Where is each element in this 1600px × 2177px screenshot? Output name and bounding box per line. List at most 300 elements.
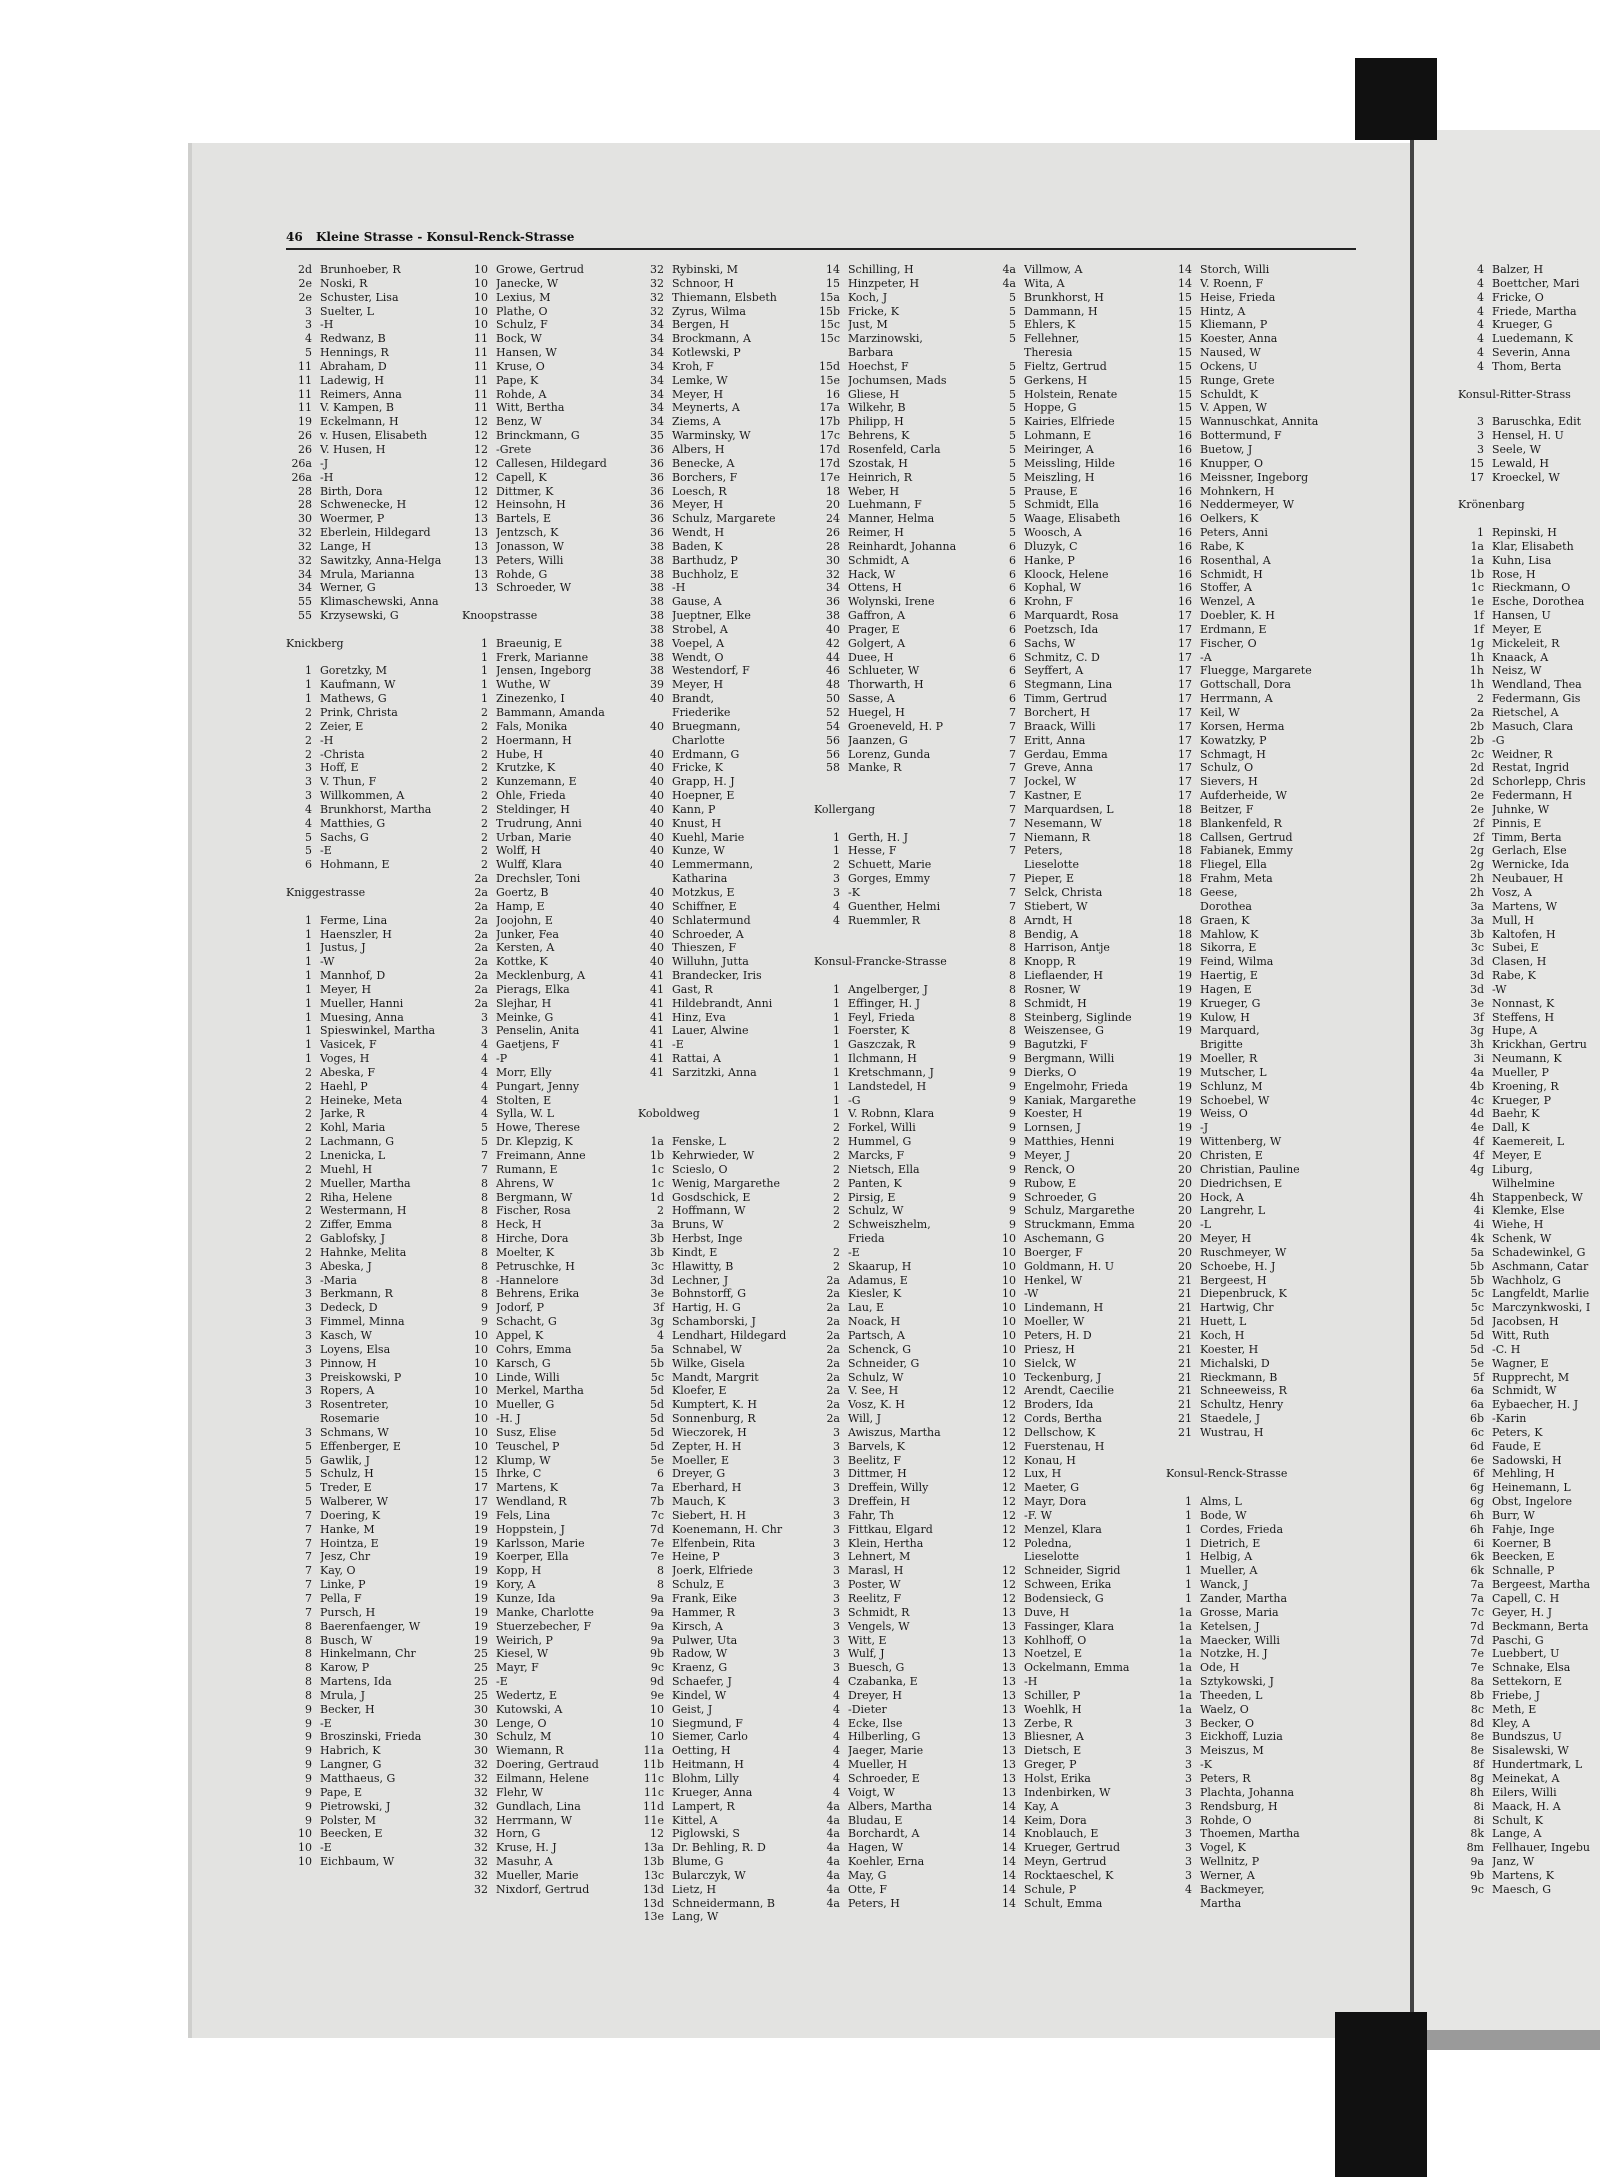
house-number: 1e (1470, 595, 1484, 609)
directory-entry (814, 1772, 990, 1786)
resident-name: Federmann, H (1492, 789, 1573, 803)
directory-entry (1458, 734, 1600, 748)
house-number: 2 (305, 1232, 312, 1246)
house-number: 19 (474, 1508, 488, 1522)
resident-name: Kohlhoff, O (1024, 1633, 1087, 1647)
resident-name: Brockmann, A (672, 332, 751, 346)
resident-name: Thoemen, Martha (1200, 1827, 1300, 1841)
resident-name: Muesing, Anna (320, 1010, 404, 1024)
resident-name: Schroeder, W (496, 581, 572, 595)
directory-entry (814, 1163, 990, 1177)
house-number: 9 (1009, 1121, 1016, 1135)
directory-entry (638, 1080, 814, 1094)
directory-entry (990, 1163, 1166, 1177)
resident-name (320, 623, 462, 637)
directory-entry (990, 1564, 1166, 1578)
house-number: 9a (650, 1592, 664, 1605)
house-number: 18 (1178, 941, 1192, 955)
directory-entry (814, 360, 990, 374)
house-number: 1 (305, 1010, 312, 1024)
directory-entry (1458, 817, 1600, 831)
house-number: 14 (1002, 1896, 1016, 1910)
resident-name: Rocktaeschel, K (1024, 1868, 1114, 1882)
resident-name: Schoebe, H. J (1200, 1259, 1276, 1273)
resident-name: -W (320, 955, 335, 969)
resident-name: Westendorf, F (672, 664, 750, 678)
house-number: 38 (650, 595, 664, 609)
house-number: 6 (1009, 664, 1016, 678)
directory-entry (638, 609, 814, 623)
directory-entry (814, 941, 990, 955)
directory-entry (462, 1066, 638, 1080)
directory-entry (990, 900, 1166, 914)
directory-entry (462, 817, 638, 831)
resident-name: Martens, K (1492, 1868, 1554, 1882)
directory-entry (814, 1897, 990, 1911)
house-number: 16 (1178, 595, 1192, 609)
directory-entry (462, 928, 638, 942)
resident-name: Meiszling, H (1024, 470, 1095, 484)
house-number: 14 (1002, 1827, 1016, 1841)
directory-entry (814, 1426, 990, 1440)
house-number: 4c (1470, 1093, 1484, 1107)
resident-name: -E (848, 1245, 860, 1259)
resident-name: Eybaecher, H. J (1492, 1398, 1579, 1412)
house-number: 5 (1009, 456, 1016, 470)
house-number: 2a (474, 941, 488, 955)
house-number: 1b (1469, 567, 1484, 581)
house-number: 13e (643, 1910, 664, 1924)
house-number: 38 (650, 581, 664, 595)
house-number: 10 (650, 1702, 664, 1716)
house-number: 3 (1477, 442, 1484, 456)
directory-entry (462, 1509, 638, 1523)
resident-name: Justus, J (320, 941, 366, 955)
house-number: 14 (1178, 276, 1192, 290)
resident-name: Hlawitty, B (672, 1259, 734, 1273)
house-number: 19 (474, 1633, 488, 1647)
house-number: 2h (1469, 872, 1484, 886)
resident-name (672, 1121, 814, 1135)
house-number: 4 (481, 1093, 488, 1107)
house-number: 1 (305, 982, 312, 996)
house-number: 3 (305, 318, 312, 332)
house-number: 19 (298, 415, 312, 429)
directory-entry (1458, 305, 1600, 319)
resident-name: Angelberger, J (848, 982, 928, 996)
house-number: 4e (1470, 1121, 1484, 1135)
house-number: 2 (657, 1204, 664, 1218)
house-number (638, 872, 672, 886)
directory-entry (462, 512, 638, 526)
directory-entry (1458, 1550, 1600, 1564)
resident-name: Suelter, L (320, 304, 374, 318)
resident-name: Eickhoff, Luzia (1200, 1730, 1283, 1744)
resident-name: Federmann, Gis (1492, 692, 1581, 706)
directory-entry (462, 1371, 638, 1385)
house-number: 10 (298, 1841, 312, 1855)
directory-entry (1166, 332, 1342, 346)
directory-entry (990, 706, 1166, 720)
resident-name: Susz, Elise (496, 1425, 557, 1439)
house-number: 15 (1178, 318, 1192, 332)
directory-entry (1166, 1661, 1342, 1675)
house-number: 40 (650, 885, 664, 899)
house-number: 1 (833, 1010, 840, 1024)
house-number: 3 (833, 1481, 840, 1495)
directory-entry (462, 1301, 638, 1315)
resident-name: Merkel, Martha (496, 1384, 584, 1398)
directory-entry (1458, 540, 1600, 554)
resident-name: Teuschel, P (496, 1439, 560, 1453)
house-number: 2e (1470, 802, 1484, 816)
resident-name: Burr, W (1492, 1508, 1535, 1522)
directory-entry (286, 374, 462, 388)
directory-entry (462, 941, 638, 955)
house-number: 3c (1470, 941, 1484, 955)
directory-entry (1166, 1786, 1342, 1800)
resident-name: Stiebert, W (1024, 899, 1088, 913)
resident-name: Schiffner, E (672, 899, 737, 913)
directory-entry (462, 748, 638, 762)
directory-entry (814, 512, 990, 526)
directory-entry (462, 969, 638, 983)
house-number: 12 (474, 429, 488, 443)
directory-entry (462, 1260, 638, 1274)
resident-name: Kersten, A (496, 941, 555, 955)
resident-name: Lemke, W (672, 373, 728, 387)
directory-entry (286, 1024, 462, 1038)
resident-name: Mandt, Margrit (672, 1370, 759, 1384)
house-number: 7 (305, 1508, 312, 1522)
resident-name: Jesz, Chr (320, 1550, 371, 1564)
directory-entry (1166, 1412, 1342, 1426)
directory-entry (286, 1011, 462, 1025)
resident-name: Goldmann, H. U (1024, 1259, 1114, 1273)
directory-entry (1458, 595, 1600, 609)
house-number: 1a (1178, 1688, 1192, 1702)
directory-entry (990, 1094, 1166, 1108)
resident-name: Fricke, K (848, 304, 899, 318)
directory-entry (1458, 374, 1600, 388)
house-number (814, 1232, 848, 1246)
house-number: 6 (1009, 622, 1016, 636)
resident-name: Knust, H (672, 816, 722, 830)
directory-column-5 (990, 263, 1166, 1910)
directory-entry (990, 388, 1166, 402)
house-number: 28 (298, 498, 312, 512)
house-number: 18 (1178, 816, 1192, 830)
directory-entry (286, 1717, 462, 1731)
house-number: 20 (1178, 1204, 1192, 1218)
directory-entry (1166, 360, 1342, 374)
directory-entry (990, 1246, 1166, 1260)
resident-name: Oelkers, K (1200, 512, 1259, 526)
resident-name: Brandt, (672, 692, 714, 706)
house-number: 9b (649, 1647, 664, 1661)
resident-name: Zepter, H. H (672, 1439, 742, 1453)
directory-entry (462, 305, 638, 319)
house-number: 19 (474, 1605, 488, 1619)
directory-entry (1458, 844, 1600, 858)
directory-entry (286, 1758, 462, 1772)
resident-name: Krzysewski, G (320, 609, 399, 623)
house-number: 2 (481, 816, 488, 830)
scan-edge-strip (1427, 2030, 1600, 2050)
resident-name: Severin, Anna (1492, 346, 1571, 360)
directory-entry (1458, 1024, 1600, 1038)
house-number: 21 (1178, 1342, 1192, 1356)
house-number: 2 (305, 1218, 312, 1232)
house-number: 19 (1178, 982, 1192, 996)
resident-name: Frerk, Marianne (496, 650, 589, 664)
house-number (1166, 1038, 1200, 1052)
directory-entry (814, 886, 990, 900)
directory-entry (990, 1675, 1166, 1689)
directory-entry (990, 526, 1166, 540)
resident-name: Manke, Charlotte (496, 1605, 594, 1619)
house-number (638, 1121, 672, 1135)
house-number: 40 (650, 913, 664, 927)
house-number (814, 817, 848, 831)
resident-name: Wagner, E (1492, 1356, 1549, 1370)
resident-name: Karow, P (320, 1661, 370, 1675)
resident-name: Luebbert, U (1492, 1647, 1560, 1661)
directory-entry (638, 1454, 814, 1468)
resident-name: Siemer, Carlo (672, 1730, 748, 1744)
house-number: 21 (1178, 1287, 1192, 1301)
house-number: 2 (833, 1245, 840, 1259)
resident-name: Priesz, H (1024, 1342, 1075, 1356)
house-number: 9 (305, 1799, 312, 1813)
directory-entry (462, 900, 638, 914)
resident-name: Werner, G (320, 581, 376, 595)
resident-name: Kirsch, A (672, 1619, 723, 1633)
resident-name: Jensen, Ingeborg (496, 664, 592, 678)
resident-name: Gaszczak, R (848, 1038, 916, 1052)
resident-name: -C. H (1492, 1342, 1521, 1356)
resident-name: Subei, E (1492, 941, 1539, 955)
house-number: 40 (650, 899, 664, 913)
directory-entry (1166, 651, 1342, 665)
house-number: 1a (1470, 553, 1484, 567)
directory-entry (1458, 1661, 1600, 1675)
house-number: 2b (1469, 733, 1484, 747)
house-number: 1a (650, 1135, 664, 1149)
house-number: 11d (642, 1799, 664, 1813)
directory-entry (1458, 1647, 1600, 1661)
resident-name: Hagen, W (848, 1841, 904, 1855)
house-number: 18 (1178, 872, 1192, 886)
directory-entry (1458, 941, 1600, 955)
resident-name: Schlatermund (672, 913, 751, 927)
directory-entry (990, 997, 1166, 1011)
resident-name: Moelter, K (496, 1245, 555, 1259)
resident-name: Rybinski, M (672, 263, 739, 276)
resident-name: Grosse, Maria (1200, 1605, 1279, 1619)
resident-name: Meyer, H (672, 387, 724, 401)
house-number: 5 (305, 1453, 312, 1467)
directory-entry (1166, 1814, 1342, 1828)
resident-name: Wilhelmine (1492, 1176, 1555, 1190)
house-number: 16 (1178, 498, 1192, 512)
house-number: 3a (1470, 899, 1484, 913)
street-heading: Knoopstrasse (462, 609, 538, 623)
resident-name: Mueller, P (1492, 1065, 1549, 1079)
house-number: 7e (1470, 1647, 1484, 1661)
directory-entry (1458, 457, 1600, 471)
resident-name: Feyl, Frieda (848, 1010, 915, 1024)
resident-name: Kruse, O (496, 359, 545, 373)
house-number: 5 (1009, 484, 1016, 498)
resident-name: Albers, H (672, 442, 725, 456)
house-number: 3 (1477, 415, 1484, 429)
house-number: 8k (1470, 1827, 1484, 1841)
house-number: 40 (650, 844, 664, 858)
house-number: 4f (1472, 1135, 1484, 1149)
resident-name: Strobel, A (672, 622, 728, 636)
house-number: 1 (833, 1093, 840, 1107)
resident-name: Heinsohn, H (496, 498, 566, 512)
house-number: 40 (650, 858, 664, 872)
resident-name: Kay, O (320, 1564, 356, 1578)
resident-name: Poetzsch, Ida (1024, 622, 1099, 636)
resident-name: Redwanz, B (320, 332, 386, 346)
directory-entry (814, 692, 990, 706)
resident-name: Koester, Anna (1200, 332, 1278, 346)
directory-entry (1166, 1011, 1342, 1025)
house-number: 19 (1178, 1065, 1192, 1079)
house-number: 3 (305, 1398, 312, 1412)
resident-name: Vogel, K (1200, 1841, 1246, 1855)
directory-entry (638, 941, 814, 955)
directory-entry (814, 277, 990, 291)
house-number: 8 (657, 1564, 664, 1578)
house-number: 4g (1469, 1162, 1484, 1176)
directory-entry (638, 1634, 814, 1648)
directory-entry (462, 1343, 638, 1357)
house-number: 7 (1009, 775, 1016, 789)
directory-entry (814, 1481, 990, 1495)
directory-entry (638, 900, 814, 914)
directory-entry (462, 1814, 638, 1828)
house-number: 21 (1178, 1315, 1192, 1329)
resident-name: Lehnert, M (848, 1550, 911, 1564)
resident-name: Braeunig, E (496, 636, 563, 650)
directory-entry (814, 568, 990, 582)
resident-name: Peters, H (848, 1896, 900, 1910)
directory-entry (638, 678, 814, 692)
resident-name: Rubow, E (1024, 1176, 1077, 1190)
house-number: 8 (1009, 927, 1016, 941)
resident-name: Weidner, R (1492, 747, 1553, 761)
house-number: 3 (305, 1342, 312, 1356)
house-number: 6i (1473, 1536, 1484, 1550)
directory-entry (638, 789, 814, 803)
resident-name: Masuhr, A (496, 1855, 553, 1869)
resident-name: Zeier, E (320, 719, 364, 733)
resident-name: Niemann, R (1024, 830, 1091, 844)
directory-entry (1166, 554, 1342, 568)
resident-name: Sievers, H (1200, 775, 1258, 789)
resident-name: -H. J (496, 1412, 521, 1426)
resident-name: Goretzky, M (320, 664, 388, 678)
resident-name: Ladewig, H (320, 373, 384, 387)
resident-name: Dorothea (1200, 899, 1252, 913)
house-number: 32 (650, 290, 664, 304)
resident-name: Wellnitz, P (1200, 1855, 1260, 1869)
directory-entry (814, 761, 990, 775)
directory-entry (638, 1730, 814, 1744)
resident-name: Vasicek, F (320, 1038, 377, 1052)
resident-name: Slejhar, H (496, 996, 552, 1010)
house-number: 17 (1178, 678, 1192, 692)
directory-entry (990, 928, 1166, 942)
house-number: 3e (650, 1287, 664, 1301)
house-number: 9a (650, 1619, 664, 1633)
house-number: 8 (305, 1647, 312, 1661)
resident-name: Fimmel, Minna (320, 1315, 405, 1329)
resident-name: Bock, W (496, 332, 542, 346)
directory-entry (286, 1038, 462, 1052)
resident-name: Partsch, A (848, 1328, 905, 1342)
directory-entry (462, 568, 638, 582)
page-number: 46 (286, 230, 303, 244)
house-number: 4a (826, 1882, 840, 1896)
resident-name: Harrison, Antje (1024, 941, 1110, 955)
directory-entry (814, 1744, 990, 1758)
house-number: 12 (474, 498, 488, 512)
house-number: 3e (1470, 996, 1484, 1010)
resident-name: Timm, Berta (1492, 830, 1562, 844)
directory-entry (814, 1675, 990, 1689)
directory-entry (990, 1315, 1166, 1329)
house-number: 19 (1178, 1121, 1192, 1135)
directory-entry (1166, 983, 1342, 997)
directory-entry (814, 1855, 990, 1869)
directory-entry (990, 637, 1166, 651)
house-number: 15 (1178, 387, 1192, 401)
directory-entry (1166, 1744, 1342, 1758)
directory-entry (1166, 928, 1342, 942)
resident-name: Noack, H (848, 1315, 901, 1329)
directory-entry (814, 748, 990, 762)
resident-name: Schadewinkel, G (1492, 1245, 1586, 1259)
resident-name: Peters, K (1492, 1425, 1543, 1439)
directory-entry (1458, 1467, 1600, 1481)
resident-name: Krueger, P (1492, 1093, 1552, 1107)
resident-name: Kasch, W (320, 1328, 372, 1342)
directory-entry (638, 1897, 814, 1911)
house-number: 32 (474, 1813, 488, 1827)
house-number: 2 (1477, 692, 1484, 706)
house-number: 4f (1472, 1149, 1484, 1162)
house-number: 7a (650, 1481, 664, 1495)
directory-entry (1166, 1454, 1342, 1468)
resident-name: Lorenz, Gunda (848, 747, 931, 761)
directory-entry (638, 1883, 814, 1897)
directory-entry (286, 1606, 462, 1620)
house-number: 1h (1469, 664, 1484, 678)
resident-name: Kutowski, A (496, 1702, 563, 1716)
directory-entry (286, 1509, 462, 1523)
resident-name: Backmeyer, (1200, 1882, 1265, 1896)
resident-name: Cords, Bertha (1024, 1412, 1102, 1426)
house-number: 2 (305, 1149, 312, 1162)
directory-entry (286, 803, 462, 817)
house-number: 6a (1470, 1384, 1484, 1398)
house-number: 3 (1477, 429, 1484, 443)
